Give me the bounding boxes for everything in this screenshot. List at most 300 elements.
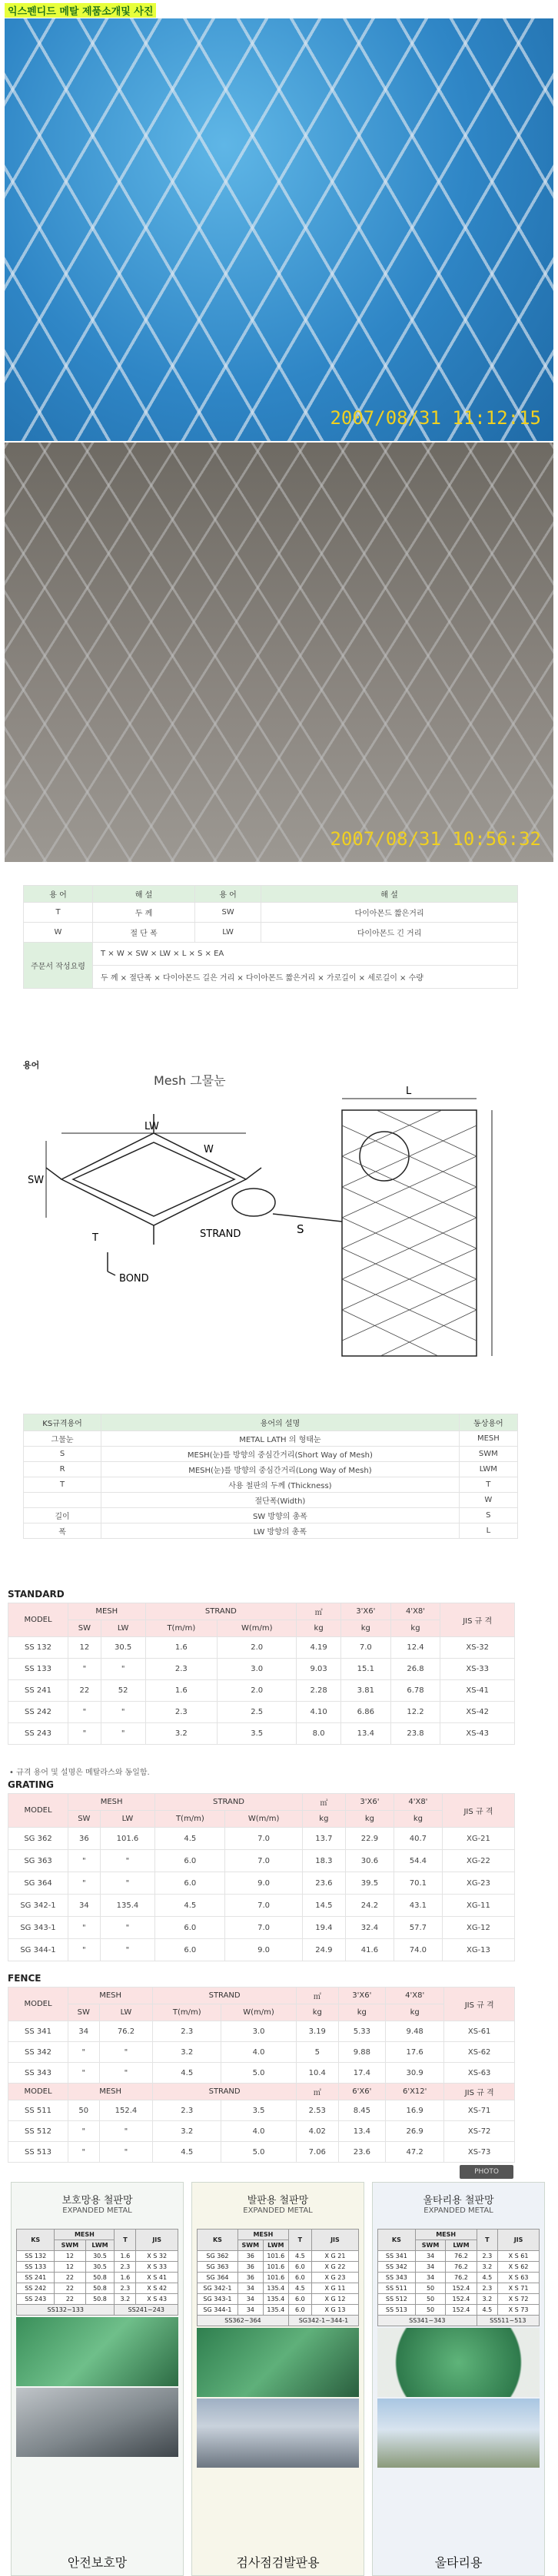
dim-cell: S [24,1447,101,1462]
spec-cell: 18.3 [302,1850,345,1872]
spec-cell: XS-63 [444,2063,515,2084]
spec-cell: 2.0 [218,1637,297,1659]
spec-cell: 13.7 [302,1828,345,1850]
ptab-row [378,2251,540,2262]
ptab-cell: X S 42 [136,2283,178,2294]
spec-cell: 70.1 [394,1872,442,1895]
ptab-cell: 6.0 [288,2305,311,2316]
spec-cell: SG 364 [8,1872,68,1895]
terms-cell: 절 단 폭 [93,923,195,943]
dim-cell: 폭 [24,1523,101,1539]
spec-header: MESH [68,1988,153,2004]
spec-subheader: kg [345,1811,394,1828]
ptab-header: MESH [415,2230,477,2240]
spec-cell: 3.19 [296,2021,338,2042]
spec-cell: 30.9 [386,2063,444,2084]
ptab-cell: SG 363 [198,2262,238,2273]
ptab-cell: X S 62 [498,2262,540,2273]
ptab-cell: SS 513 [378,2305,416,2316]
ptab-row [198,2262,359,2273]
spec-cell: 16.9 [386,2100,444,2121]
ptab-row [378,2283,540,2294]
spec-cell: SS 341 [8,2021,68,2042]
spec-cell: " [68,2063,100,2084]
spec-header: 4'X8' [386,1988,444,2004]
dim-cell: 사용 철판의 두께 (Thickness) [101,1477,460,1493]
product-caption: 안전보호망 [67,2555,128,2570]
spec-header: STRAND [153,1988,297,2004]
product-photo [197,2328,359,2397]
ptab-cell: 4.5 [477,2305,498,2316]
ptab-cell: 6.0 [288,2273,311,2283]
ptab-cell: SG 343-1 [198,2294,238,2305]
ptab-cell: X G 21 [311,2251,358,2262]
spec-cell: 1.6 [145,1637,218,1659]
spec-cell: 43.1 [394,1895,442,1917]
product-photo [377,2399,540,2468]
spec-cell: 6.0 [155,1872,225,1895]
spec-cell: " [100,1872,155,1895]
spec-cell: 5.0 [221,2142,297,2163]
spec-cell: 47.2 [386,2142,444,2163]
spec-cell: 12 [68,1637,101,1659]
spec-cell: 2.53 [296,2100,338,2121]
spec-subheader: W(m/m) [218,1620,297,1637]
ptab-cell: 4.5 [477,2273,498,2283]
dim-cell: MESH(눈)를 방향의 중심간거리(Short Way of Mesh) [101,1447,460,1462]
product-card-step [191,2182,364,2576]
ptab-cell: X G 12 [311,2294,358,2305]
spec-subheader: W(m/m) [225,1811,302,1828]
spec-subheader: SW [68,1620,101,1637]
ptab-cell: SS 511 [378,2283,416,2294]
ptab-header: MESH [55,2230,115,2240]
spec-cell: 3.2 [153,2042,221,2063]
ptab-row [198,2251,359,2262]
dim-header: KS규격용어 [24,1414,101,1431]
spec-subheader: kg [338,2004,385,2021]
terms-cell: W [24,923,93,943]
spec-cell: 4.5 [153,2142,221,2163]
spec-cell: XS-71 [444,2100,515,2121]
spec-cell: 24.9 [302,1939,345,1961]
spec-subheader: kg [296,2004,338,2021]
spec-cell: 30.5 [101,1637,145,1659]
spec-cell: 36 [68,1828,101,1850]
spec-cell: " [68,1872,101,1895]
spec-cell: 76.2 [99,2021,153,2042]
spec-cell: 54.4 [394,1850,442,1872]
ptab-row [198,2283,359,2294]
ptab-cell: 4.5 [288,2251,311,2262]
spec-row [8,1872,515,1895]
dim-cell: T [24,1477,101,1493]
spec-cell: 6.78 [390,1680,440,1702]
spec-cell: 152.4 [99,2100,153,2121]
spec-cell: SG 343-1 [8,1917,68,1939]
diagram-title: Mesh 그물눈 [154,1073,226,1088]
spec-cell: 3.0 [218,1659,297,1680]
spec-cell: 2.5 [218,1702,297,1723]
spec-cell: 10.4 [296,2063,338,2084]
spec-header: 4'X8' [394,1794,442,1811]
spec-cell: 34 [68,2021,100,2042]
spec-header: MODEL [8,2084,68,2100]
ptab-cell: SS 341 [378,2251,416,2262]
ptab-cell: SS 343 [378,2273,416,2283]
spec-cell: " [101,1659,145,1680]
photo-gray-mesh [5,443,553,862]
spec-cell: " [68,1850,101,1872]
spec-cell: 7.0 [340,1637,390,1659]
dim-cell: 절단폭(Width) [101,1493,460,1508]
spec-cell: " [68,1723,101,1745]
ptab-cell: 152.4 [446,2294,477,2305]
diagram-label: W [204,1144,214,1155]
spec-cell: 101.6 [100,1828,155,1850]
spec-cell: " [100,1850,155,1872]
dim-cell: 그물눈 [24,1431,101,1447]
spec-header: ㎡ [302,1794,345,1811]
spec-subheader: SW [68,1811,101,1828]
spec-cell: XG-22 [442,1850,514,1872]
ptab-header: KS [198,2230,238,2251]
order-desc: 두 께 × 절단폭 × 다이아몬드 길은 거리 × 다이아몬드 짧은거리 × 가로길이 × 세로길이 × 수량 [93,966,518,989]
spec-cell: 7.0 [225,1850,302,1872]
spec-cell: 2.0 [218,1680,297,1702]
dim-header: 용어의 설명 [101,1414,460,1431]
ptab-cell: SG 362 [198,2251,238,2262]
spec-cell: XG-23 [442,1872,514,1895]
spec-header: ㎡ [296,2084,338,2100]
ptab-cell: X S 33 [136,2262,178,2273]
dim-cell [24,1493,101,1508]
ptab-footer: SS362~364 [198,2316,289,2326]
ptab-cell: 50 [415,2283,446,2294]
diagram-label: L [406,1086,412,1097]
ptab-header: KS [17,2230,55,2251]
spec-cell: 22 [68,1680,101,1702]
spec-cell: 4.19 [297,1637,341,1659]
terms-header: 해 설 [93,886,195,903]
spec-cell: 5 [296,2042,338,2063]
terms-cell: 다이아몬드 긴 거리 [261,923,518,943]
ptab-cell: 135.4 [263,2294,288,2305]
ptab-header: KS [378,2230,416,2251]
ptab-cell: X G 11 [311,2283,358,2294]
ptab-cell: X S 73 [498,2305,540,2316]
spec-cell: 14.5 [302,1895,345,1917]
spec-cell: 23.6 [302,1872,345,1895]
ptab-footer: SS241~243 [115,2305,178,2316]
ptab-cell: SG 364 [198,2273,238,2283]
spec-cell: XG-21 [442,1828,514,1850]
spec-cell: SS 511 [8,2100,68,2121]
mesh-diagram [23,1068,530,1391]
spec-cell: 3.2 [145,1723,218,1745]
ptab-cell: 2.3 [477,2283,498,2294]
ptab-header: T [288,2230,311,2251]
spec-cell: " [101,1723,145,1745]
ptab-header: JIS [311,2230,358,2251]
spec-cell: 4.5 [155,1828,225,1850]
fence-table [8,1987,515,2163]
spec-cell: XS-62 [444,2042,515,2063]
terms-cell: T [24,903,93,923]
dim-cell: SWM [459,1447,517,1462]
spec-cell: 19.4 [302,1917,345,1939]
spec-cell: 26.8 [390,1659,440,1680]
ptab-cell: X G 23 [311,2273,358,2283]
ptab-cell: 101.6 [263,2262,288,2273]
spec-cell: 7.0 [225,1895,302,1917]
photo-timestamp: 2007/08/31 11:12:15 [330,407,541,429]
ptab-cell: X S 41 [136,2273,178,2283]
spec-header: STRAND [155,1794,303,1811]
ptab-cell: 22 [55,2283,85,2294]
ptab-header: JIS [136,2230,178,2251]
spec-cell: 30.6 [345,1850,394,1872]
ptab-cell: 6.0 [288,2262,311,2273]
ptab-subheader: SWM [415,2240,446,2251]
spec-cell: 9.0 [225,1872,302,1895]
ptab-cell: SS 342 [378,2262,416,2273]
spec-row [8,1680,515,1702]
ptab-subheader: SWM [237,2240,263,2251]
product-photo [16,2317,178,2386]
spec-cell: 6.0 [155,1850,225,1872]
spec-cell: 34 [68,1895,101,1917]
spec-row [8,2063,515,2084]
spec-row [8,1917,515,1939]
spec-cell: XS-42 [440,1702,515,1723]
spec-cell: 9.0 [225,1939,302,1961]
ptab-cell: SS 242 [17,2283,55,2294]
spec-cell: SS 243 [8,1723,68,1745]
diagram-label: SW [28,1175,45,1186]
spec-subheader: kg [386,2004,444,2021]
product-photo [377,2328,540,2397]
spec-cell: 7.0 [225,1917,302,1939]
ptab-subheader: LWM [85,2240,115,2251]
ptab-cell: 22 [55,2294,85,2305]
terms-header: 용 어 [24,886,93,903]
diagram-label: BOND [119,1273,149,1285]
product-caption: 울타리용 [434,2555,483,2570]
spec-cell: 6.0 [155,1917,225,1939]
spec-subheader: kg [340,1620,390,1637]
spec-cell: 7.06 [296,2142,338,2163]
spec-cell: " [99,2121,153,2142]
ptab-footer: SS132~133 [17,2305,115,2316]
ptab-cell: 22 [55,2273,85,2283]
product-photo [16,2388,178,2457]
spec-cell: 17.4 [338,2063,385,2084]
ptab-row [17,2262,178,2273]
product-subtitle: EXPANDED METAL [243,2206,313,2215]
ptab-cell: 50.8 [85,2294,115,2305]
spec-subheader: T(m/m) [155,1811,225,1828]
spec-cell: 40.7 [394,1828,442,1850]
ptab-row [17,2251,178,2262]
spec-row [8,1637,515,1659]
spec-subheader: LW [100,1811,155,1828]
spec-cell: " [68,2121,100,2142]
product-title: 보호망용 철판망 [61,2195,133,2206]
dimension-table [23,1414,518,1539]
dim-cell: MESH [459,1431,517,1447]
ptab-cell: 152.4 [446,2305,477,2316]
dim-cell: L [459,1523,517,1539]
spec-subheader: kg [297,1620,341,1637]
spec-cell: 5.0 [221,2063,297,2084]
ptab-cell: 30.5 [85,2262,115,2273]
diagram-label: STRAND [200,1228,241,1240]
diagram-label: LW [144,1121,159,1132]
spec-cell: 32.4 [345,1917,394,1939]
spec-cell: XS-43 [440,1723,515,1745]
ptab-cell: 135.4 [263,2305,288,2316]
ptab-row [378,2273,540,2283]
terms-cell: 두 께 [93,903,195,923]
terms-cell: LW [195,923,261,943]
spec-cell: 39.5 [345,1872,394,1895]
order-label: 주문서 작성요령 [24,943,93,989]
spec-cell: 2.28 [297,1680,341,1702]
spec-header: 3'X6' [340,1603,390,1620]
spec-cell: 9.03 [297,1659,341,1680]
spec-cell: 3.5 [221,2100,297,2121]
spec-cell: " [68,1917,101,1939]
ptab-cell: SS 512 [378,2294,416,2305]
product-card-fence [372,2182,545,2576]
spec-header: JIS 규 격 [444,2084,515,2100]
spec-header: 6'X6' [338,2084,385,2100]
spec-row [8,1828,515,1850]
diagram-label: T [92,1232,98,1244]
ptab-cell: SG 342-1 [198,2283,238,2294]
ptab-cell: 2.3 [115,2283,136,2294]
spec-header: MODEL [8,1603,68,1637]
grating-title: GRATING [8,1779,54,1790]
spec-cell: SG 363 [8,1850,68,1872]
dim-cell: MESH(눈)를 방향의 중심간거리(Long Way of Mesh) [101,1462,460,1477]
ptab-cell: 34 [415,2262,446,2273]
ptab-cell: 101.6 [263,2273,288,2283]
spec-cell: " [100,1939,155,1961]
ptab-cell: 76.2 [446,2273,477,2283]
ptab-row [17,2273,178,2283]
standard-table [8,1603,515,1745]
ptab-cell: 30.5 [85,2251,115,2262]
spec-row [8,1850,515,1872]
spec-subheader: T(m/m) [153,2004,221,2021]
spec-row [8,1659,515,1680]
spec-cell: 2.3 [145,1659,218,1680]
ptab-row [17,2294,178,2305]
spec-cell: XG-11 [442,1895,514,1917]
spec-cell: 5.33 [338,2021,385,2042]
spec-subheader: kg [390,1620,440,1637]
spec-header: MODEL [8,1988,68,2021]
ptab-cell: 34 [415,2273,446,2283]
ptab-subheader: LWM [263,2240,288,2251]
spec-cell: SS 133 [8,1659,68,1680]
ptab-cell: 36 [237,2251,263,2262]
spec-cell: 12.2 [390,1702,440,1723]
spec-cell: 8.0 [297,1723,341,1745]
dim-cell: 길이 [24,1508,101,1523]
ptab-cell: SS 133 [17,2262,55,2273]
spec-cell: SG 344-1 [8,1939,68,1961]
spec-cell: 74.0 [394,1939,442,1961]
spec-cell: 3.2 [153,2121,221,2142]
spec-cell: 57.7 [394,1917,442,1939]
spec-header: MESH [68,2084,153,2100]
ptab-cell: X S 72 [498,2294,540,2305]
spec-cell: 24.2 [345,1895,394,1917]
spec-cell: " [101,1702,145,1723]
spec-cell: 50 [68,2100,100,2121]
spec-cell: 4.0 [221,2121,297,2142]
dim-cell: SW 방향의 총폭 [101,1508,460,1523]
spec-row [8,1939,515,1961]
spec-cell: 2.3 [153,2100,221,2121]
spec-row [8,2142,515,2163]
ptab-cell: 34 [237,2305,263,2316]
spec-row [8,1723,515,1745]
spec-cell: 1.6 [145,1680,218,1702]
spec-cell: 8.45 [338,2100,385,2121]
spec-subheader: LW [101,1620,145,1637]
product-title: 발판용 철판망 [247,2195,309,2206]
ptab-cell: 34 [237,2283,263,2294]
spec-row [8,2121,515,2142]
ptab-cell: 36 [237,2262,263,2273]
photo-blue-mesh [5,18,553,441]
ptab-cell: X S 63 [498,2273,540,2283]
spec-subheader: LW [99,2004,153,2021]
spec-cell: " [68,1659,101,1680]
spec-cell: SG 342-1 [8,1895,68,1917]
ptab-cell: 76.2 [446,2262,477,2273]
spec-subheader: T(m/m) [145,1620,218,1637]
ptab-cell: 34 [415,2251,446,2262]
ptab-footer: SS341~343 [378,2316,477,2326]
ptab-row [198,2294,359,2305]
dim-cell: R [24,1462,101,1477]
spec-cell: 22.9 [345,1828,394,1850]
spec-header: 3'X6' [345,1794,394,1811]
ptab-row [378,2262,540,2273]
watermark: PHOTO [460,2165,513,2179]
spec-cell: XS-72 [444,2121,515,2142]
page-title: 익스펜디드 메탈 제품소개및 사진 [5,3,156,18]
ptab-header: JIS [498,2230,540,2251]
spec-cell: SS 132 [8,1637,68,1659]
spec-cell: SG 362 [8,1828,68,1850]
spec-cell: SS 512 [8,2121,68,2142]
ptab-cell: 2.3 [477,2251,498,2262]
spec-cell: SS 513 [8,2142,68,2163]
spec-cell: 17.6 [386,2042,444,2063]
spec-cell: " [99,2063,153,2084]
spec-cell: " [99,2142,153,2163]
spec-cell: XG-12 [442,1917,514,1939]
photo-timestamp: 2007/08/31 10:56:32 [330,828,541,850]
spec-cell: " [68,2142,100,2163]
spec-cell: XG-13 [442,1939,514,1961]
